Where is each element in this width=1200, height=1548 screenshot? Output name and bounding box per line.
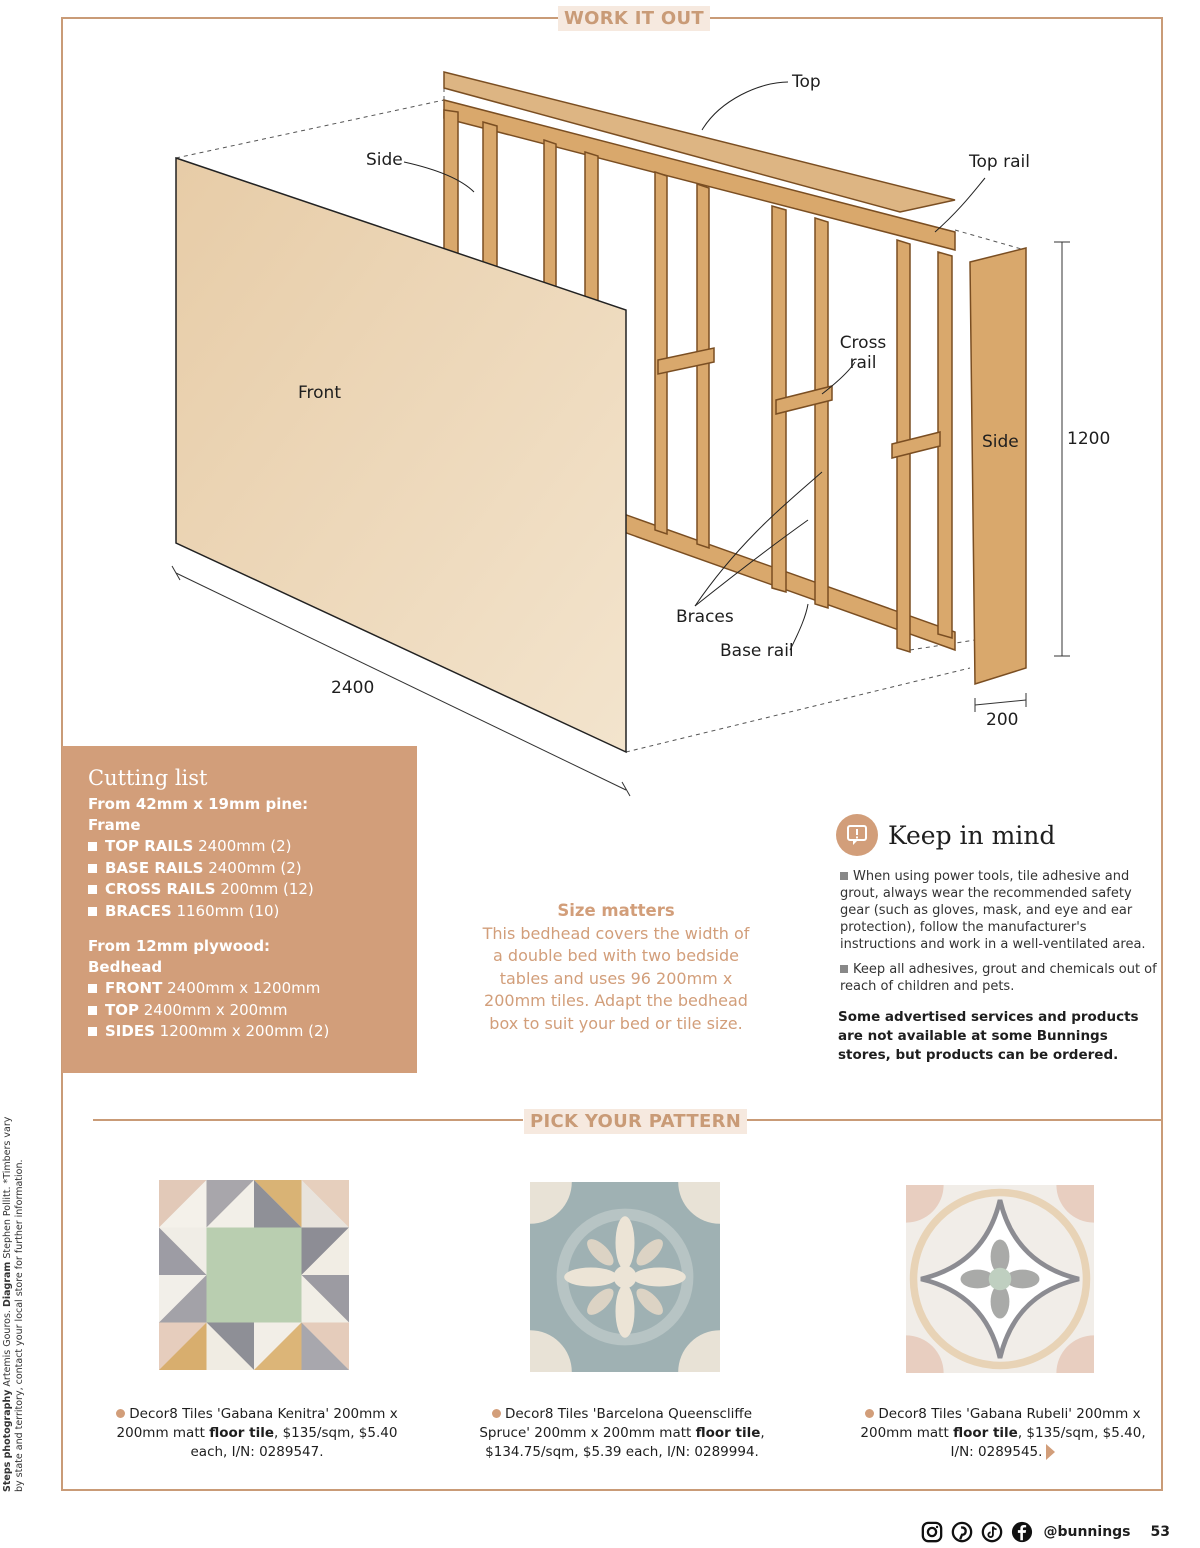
section-title-work-it-out: WORK IT OUT xyxy=(558,6,710,31)
facebook-icon[interactable] xyxy=(1011,1521,1033,1543)
page-number: 53 xyxy=(1150,1524,1170,1540)
list-item: TOP 2400mm x 200mm xyxy=(88,1000,391,1022)
social-footer xyxy=(921,1521,1170,1543)
continue-arrow-icon xyxy=(1046,1444,1055,1460)
dimension-height: 1200 xyxy=(1067,429,1111,449)
divider xyxy=(93,1119,523,1121)
bullet-icon xyxy=(492,1409,501,1418)
label-cross-rail: Cross rail xyxy=(839,333,887,373)
list-item: FRONT 2400mm x 1200mm xyxy=(88,978,391,1000)
cutting-list-title: Cutting list xyxy=(88,766,208,790)
bullet-icon xyxy=(116,1409,125,1418)
size-matters-title: Size matters xyxy=(557,901,675,920)
pine-subheading: Frame xyxy=(88,816,141,834)
list-item: CROSS RAILS 200mm (12) xyxy=(88,879,391,901)
dimension-width: 2400 xyxy=(331,678,375,698)
instagram-icon[interactable] xyxy=(921,1521,943,1543)
size-matters-note xyxy=(480,900,752,1035)
tile-caption-gabana-kenitra: Decor8 Tiles 'Gabana Kenitra' 200mm x 200mm matt floor tile, $135/sqm, $5.40 each, I/N: 0289547. xyxy=(116,1406,398,1460)
section-title-pick-your-pattern: PICK YOUR PATTERN xyxy=(524,1109,747,1134)
label-braces: Braces xyxy=(676,607,734,627)
list-item: TOP RAILS 2400mm (2) xyxy=(88,836,391,858)
tile-image-barcelona-queenscliffe-spruce xyxy=(530,1182,720,1372)
photo-credits: Steps photography Artemis Gouros. Diagram Stephen Pollitt. *Timbers vary by state and territory, contact your local store for further information. xyxy=(2,1116,25,1492)
label-front: Front xyxy=(298,383,341,403)
warning-icon xyxy=(836,814,878,856)
cutting-list-panel xyxy=(62,746,417,1073)
size-matters-body: This bedhead covers the width of a double bed with two bedside tables and uses 96 200mm x 200mm tiles. Adapt the bedhead box to suit your bed or tile size. xyxy=(482,923,750,1033)
tile-image-gabana-rubeli xyxy=(906,1185,1094,1373)
front-panel xyxy=(176,158,626,752)
label-side-left: Side xyxy=(366,150,403,170)
availability-notice: Some advertised services and products are not available at some Bunnings stores, but products can be ordered. xyxy=(838,1009,1139,1063)
keep-in-mind-item: Keep all adhesives, grout and chemicals out of reach of children and pets. xyxy=(840,962,1157,994)
keep-in-mind-title: Keep in mind xyxy=(888,820,1056,850)
divider xyxy=(725,1119,1161,1121)
social-handle[interactable]: @bunnings xyxy=(1043,1524,1131,1540)
bullet-icon xyxy=(865,1409,874,1418)
keep-in-mind-item: When using power tools, tile adhesive and grout, always wear the recommended safety gear (such as gloves, mask, and eye and ear protection), follow the manufacturer's instructions and work in a well-ventilated area. xyxy=(840,869,1146,952)
pine-heading: From 42mm x 19mm pine: xyxy=(88,795,309,813)
dimension-depth: 200 xyxy=(986,710,1019,730)
tile-caption-gabana-rubeli: Decor8 Tiles 'Gabana Rubeli' 200mm x 200mm matt floor tile, $135/sqm, $5.40, I/N: 0289545. xyxy=(860,1406,1146,1460)
tile-caption-barcelona-queenscliffe-spruce: Decor8 Tiles 'Barcelona Queenscliffe Spruce' 200mm x 200mm matt floor tile, $134.75/sqm, $5.39 each, I/N: 0289994. xyxy=(479,1406,765,1460)
tile-image-gabana-kenitra xyxy=(159,1180,349,1370)
plywood-list xyxy=(88,978,391,1043)
plywood-heading: From 12mm plywood: xyxy=(88,937,271,955)
keep-in-mind-panel xyxy=(836,814,1161,995)
tiktok-icon[interactable] xyxy=(981,1521,1003,1543)
side-panel xyxy=(970,248,1026,684)
label-base-rail: Base rail xyxy=(720,641,794,661)
pinterest-icon[interactable] xyxy=(951,1521,973,1543)
list-item: SIDES 1200mm x 200mm (2) xyxy=(88,1021,391,1043)
label-side-right: Side xyxy=(982,432,1019,452)
label-top-rail: Top rail xyxy=(969,152,1030,172)
pine-list xyxy=(88,836,391,922)
list-item: BASE RAILS 2400mm (2) xyxy=(88,858,391,880)
list-item: BRACES 1160mm (10) xyxy=(88,901,391,923)
label-top: Top xyxy=(792,72,821,92)
plywood-subheading: Bedhead xyxy=(88,958,163,976)
